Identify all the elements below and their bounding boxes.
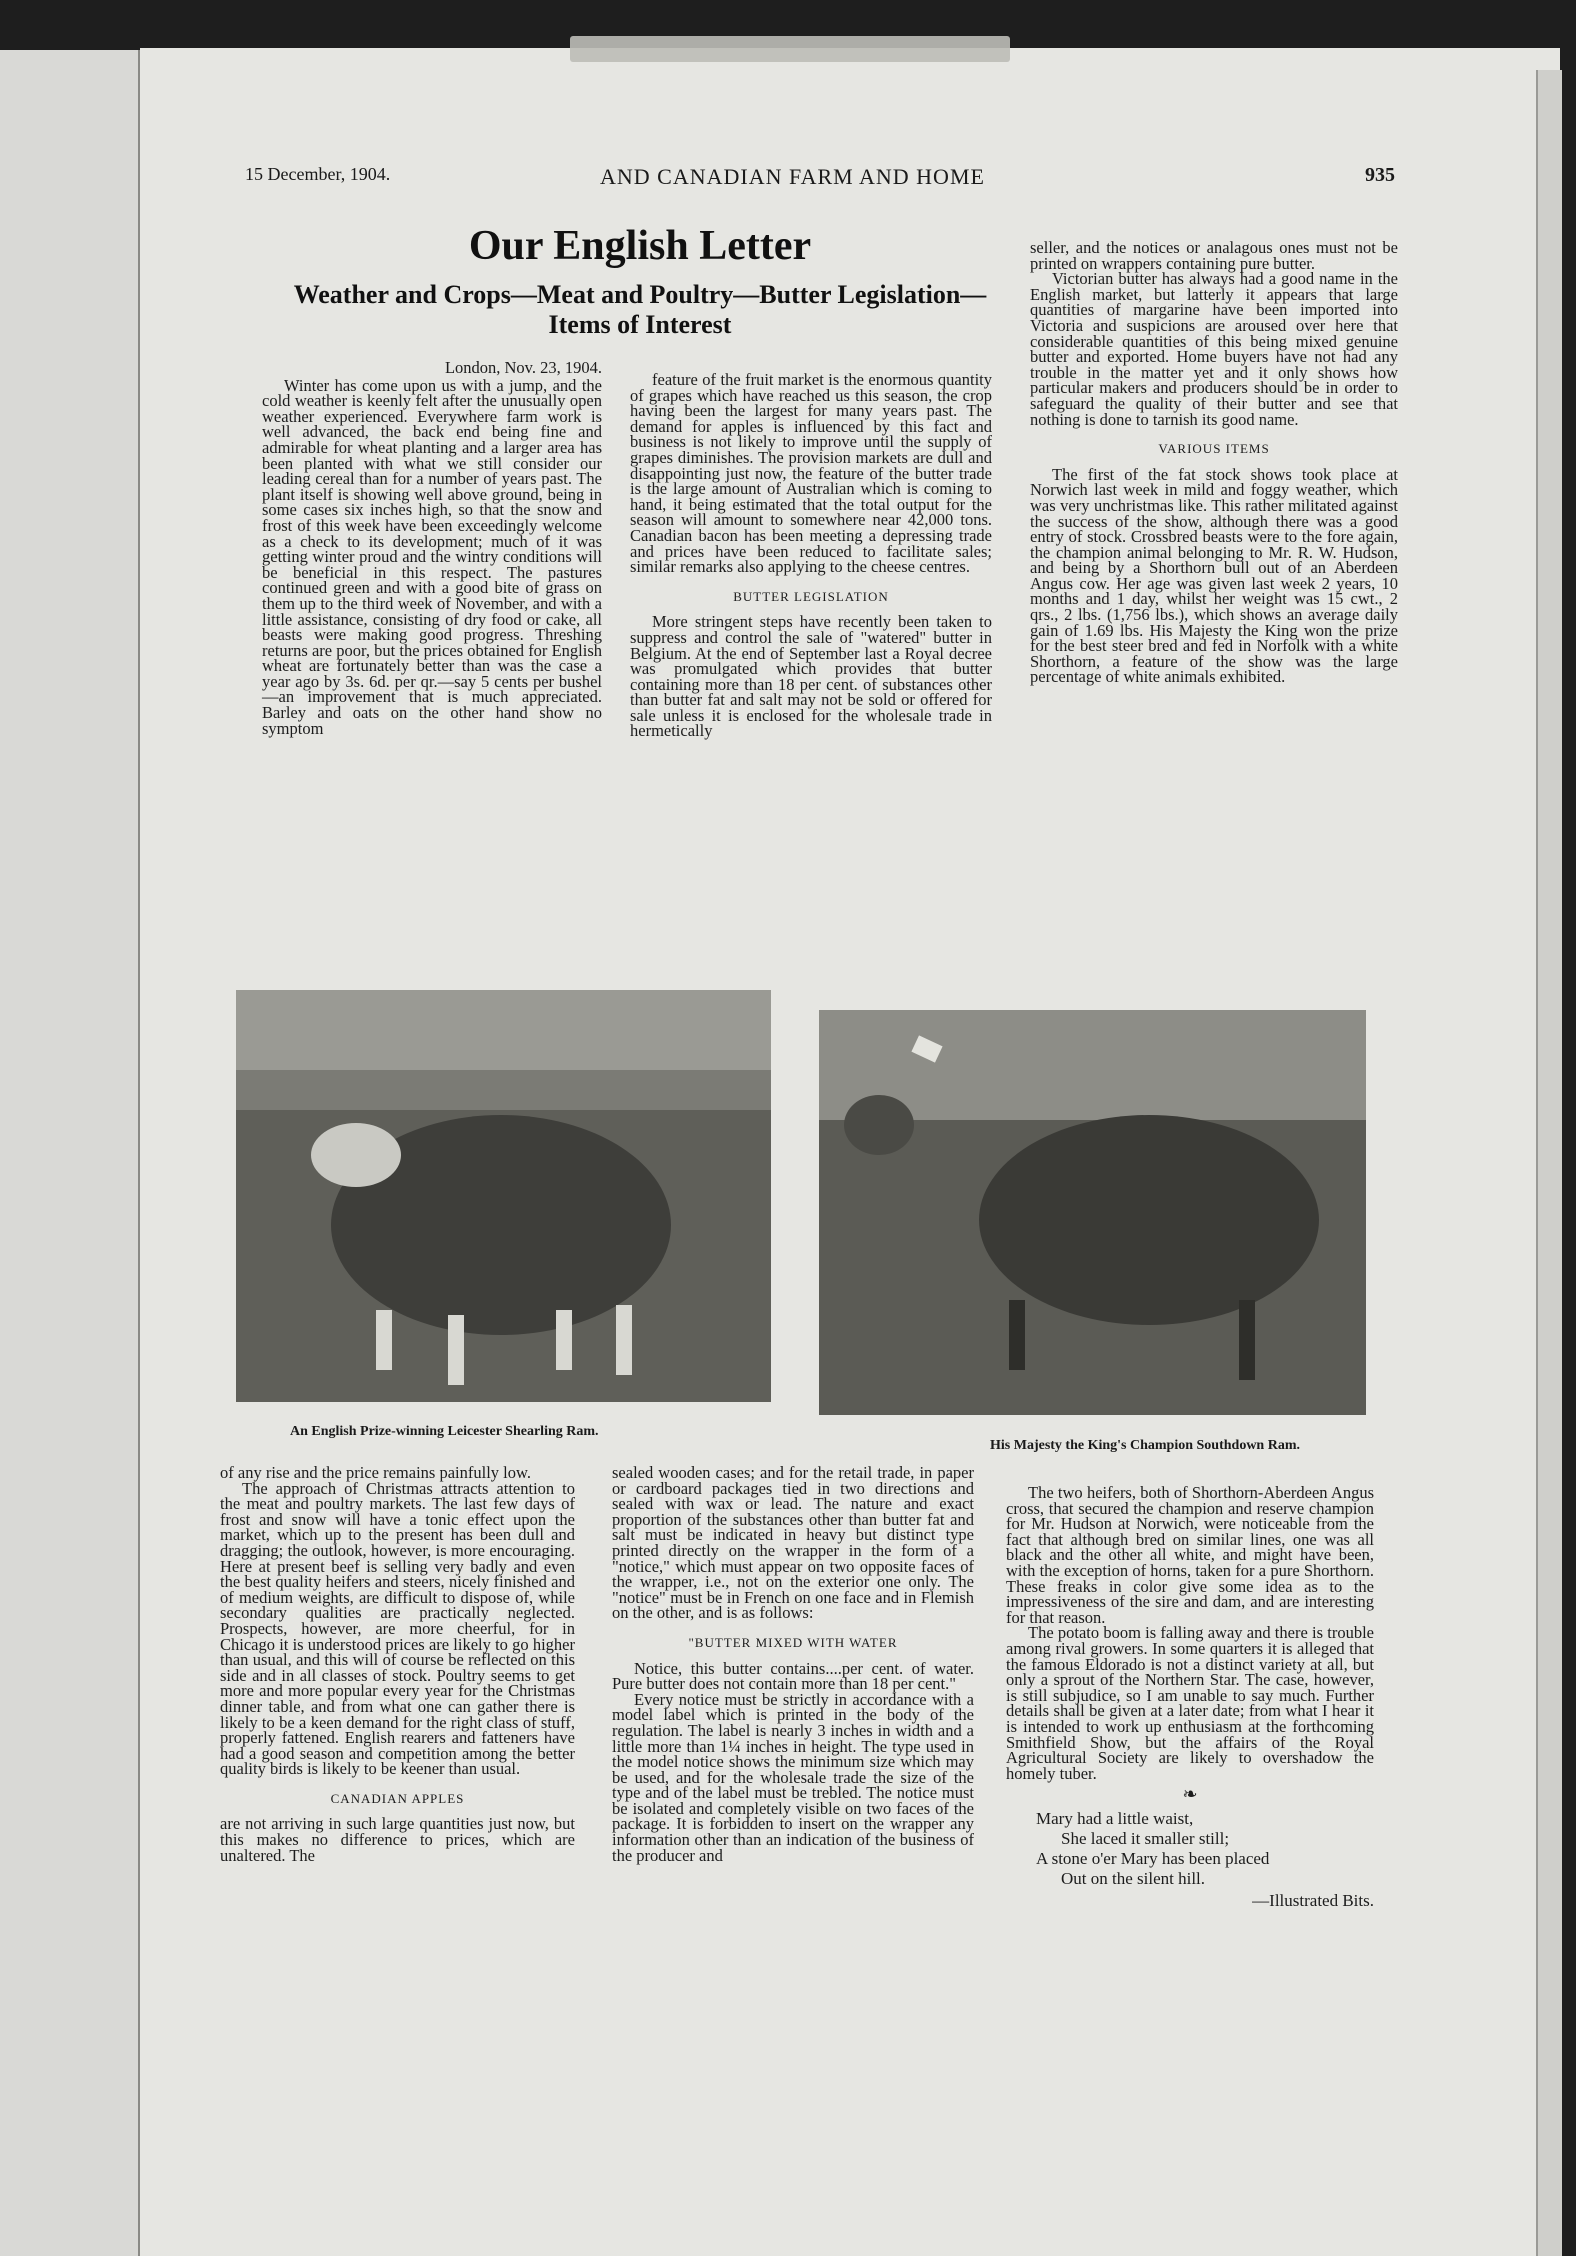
- verse-line: A stone o'er Mary has been placed: [1036, 1848, 1270, 1868]
- lower-column-1: [220, 1465, 575, 1863]
- paragraph: More stringent steps have recently been taken to suppress and control the sale of "watered" butter in Belgium. At the end of September last a Royal decree was promulgated which provides that butter containing more than 18 per cent. of substances other than butter fat and salt may not be sold or offered for sale unless it is enclosed for the wholesale trade in hermetically: [630, 612, 992, 741]
- ornament-icon: ❧: [1182, 1784, 1198, 1805]
- paragraph: The potato boom is falling away and there is trouble among rival growers. In some quarters it is alleged that the famous Eldorado is not a distinct variety at all, but only a sprout of the Northern Star. The case, however, is still subjudice, so I am unable to say much. Further details shall be given at a later date; from what I hear it is intended to work up enthusiasm at the forthcoming Smithfield Show, but the affairs of the Royal Agricultural Society are likely to overshadow the homely tuber.: [1006, 1623, 1374, 1783]
- header-page-number: 935: [1365, 164, 1395, 186]
- paragraph: feature of the fruit market is the enormous quantity of grapes which have reached us this season, the crop having been the largest for many years past. The demand for apples is influenced by this fact and business is not likely to improve until the supply of grapes diminishes. The provision markets are dull and disappointing just now, the feature of the butter trade is the large amount of Australian which is coming to hand, it being estimated that the total output for the season will amount to somewhere near 42,000 tons. Canadian bacon has been meeting a depressing trade and prices have been reduced to facilitate sales; similar remarks also applying to the cheese centres.: [630, 370, 992, 577]
- header-date: 15 December, 1904.: [245, 164, 391, 184]
- subtitle-line-2: Items of Interest: [548, 310, 732, 339]
- upper-column-2: [630, 372, 992, 739]
- paragraph: Notice, this butter contains....per cent. of water. Pure butter does not contain more than 18 per cent.": [612, 1658, 974, 1694]
- paragraph: seller, and the notices or analagous ones must not be printed on wrappers containing pure butter.: [1030, 238, 1398, 273]
- section-heading-butter-legislation: BUTTER LEGISLATION: [733, 588, 889, 604]
- verse-source: —Illustrated Bits.: [1252, 1890, 1374, 1910]
- subtitle-line-1: Weather and Crops—Meat and Poultry—Butter Legislation—: [293, 280, 987, 309]
- verse-line: She laced it smaller still;: [1061, 1828, 1230, 1848]
- notice-heading: "BUTTER MIXED WITH WATER: [688, 1634, 898, 1650]
- southdown-ram-image: [819, 1010, 1366, 1415]
- section-heading-canadian-apples: CANADIAN APPLES: [330, 1790, 465, 1806]
- header-publication: AND CANADIAN FARM AND HOME: [600, 164, 985, 189]
- caption-southdown-ram: His Majesty the King's Champion Southdown Ram.: [990, 1438, 1300, 1453]
- tape-strip: [570, 36, 1010, 62]
- paragraph: Victorian butter has always had a good name in the English market, but latterly it appears that large quantities of margarine have been imported into Victoria and suspicions are aroused over here that considerable quantities of this being mixed genuine butter and exported. Home buyers have not had any trouble in the matter yet and it only shows how particular makers and producers should be in order to safeguard the quality of their butter and see that nothing is done to tarnish its good name.: [1030, 269, 1398, 429]
- verse-line: Mary had a little waist,: [1036, 1808, 1194, 1828]
- dateline: London, Nov. 23, 1904.: [444, 358, 602, 377]
- paragraph: Winter has come upon us with a jump, and the cold weather is keenly felt after the unusually open weather experienced. Everywhere farm work is well advanced, the back end being fine and admirable for wheat planting and a larger area has been planted with what we still consider our leading cereal than for a number of years past. The plant itself is showing well above ground, being in some cases six inches high, so that the snow and frost of this week have been exceedingly welcome as a check to its development; much of it was getting winter proud and the wintry conditions will be beneficial in this respect. The pastures continued green and with a good bite of grass on them up to the third week of November, and with a little assistance, consisting of dry food or cake, all beasts were making good progress. Threshing returns are poor, but the prices obtained for English wheat are fortunately better than was the case a year ago by 3s. 6d. per qr.—say 5 cents per bushel—an improvement that is much appreciated. Barley and oats on the other hand show no symptom: [262, 375, 602, 738]
- verse-line: Out on the silent hill.: [1061, 1868, 1206, 1888]
- article-subtitle: [240, 280, 1040, 340]
- section-heading-various-items: VARIOUS ITEMS: [1158, 441, 1270, 457]
- paragraph: sealed wooden cases; and for the retail trade, in paper or cardboard packages tied in two directions and sealed with wax or lead. The nature and exact proportion of the substances other than butter fat and salt must be indicated in heavy but distinct type printed directly on the wrapper in the form of a "notice," which must appear on two opposite faces of the wrapper, i.e., not on the exterior one only. The "notice" must be in French on one face and in Flemish on the other, and is as follows:: [612, 1463, 974, 1623]
- southdown-ram-photo: [819, 1010, 1366, 1415]
- upper-column-3: [1030, 240, 1398, 685]
- leicester-ram-image: [236, 990, 771, 1402]
- paragraph: The approach of Christmas attracts attention to the meat and poultry markets. The last few days of frost and snow will have a tonic effect upon the market, which up to the present has been dull and dragging; the outlook, however, is more encouraging. Here at present beef is selling very badly and even the best quality heifers and steers, nicely finished and of medium weights, are difficult to dispose of, while secondary qualities are practically neglected. Prospects, however, are more cheerful, for in Chicago it is understood prices are likely to go higher than usual, and this will of course be reflected on this side and in all classes of stock. Poultry seems to get more and more popular every year for the Christmas dinner table, and from what one can gather there is likely to be a keen demand for the right class of stuff, properly fattened. English rearers and fatteners have had a good season and competition among the better quality birds is likely to be keener than usual.: [220, 1478, 575, 1779]
- paragraph: The two heifers, both of Shorthorn-Aberdeen Angus cross, that secured the champion and reserve champion for Mr. Hudson at Norwich, were noticeable from the fact that although bred on similar lines, one was all black and the other all white, and might have been, with the exception of horns, taken for a pure Shorthorn. These freaks in color give some idea as to the impressiveness of the sire and dam, and are interesting for that reason.: [1006, 1483, 1374, 1627]
- leicester-ram-photo: [236, 990, 771, 1402]
- paragraph: Every notice must be strictly in accordance with a model label which is printed in the body of the regulation. The label is nearly 3 inches in width and a little more than 1¼ inches in height. The type used in the model notice shows the minimum size which may be used, and for the wholesale trade the size of the type and of the label must be trebled. The notice must be isolated and completely visible on two faces of the package. It is forbidden to insert on the wrapper any information other than an indication of the business of the producer and: [612, 1689, 974, 1865]
- paragraph: of any rise and the price remains painfully low.: [220, 1463, 531, 1482]
- paragraph: The first of the fat stock shows took place at Norwich last week in mild and foggy weather, which was very unchristmas like. This rather militated against the success of the show, although there was a good entry of stock. Crossbred beasts were to the fore again, the champion animal belonging to Mr. R. W. Hudson, and being by a Shorthorn bull out of an Aberdeen Angus cow. Her age was given last week 2 years, 10 months and 1 day, whilst her weight was 15 cwt., 2 qrs., 2 lbs. (1,756 lbs.), which shows an average daily gain of 1.69 lbs. His Majesty the King won the prize for the best steer bred and fed in Norfolk with a white Shorthorn, a feature of the show was the large percentage of white animals exhibited.: [1030, 464, 1398, 687]
- article-title: Our English Letter: [468, 223, 812, 269]
- paragraph: are not arriving in such large quantities just now, but this makes no difference to prices, which are unaltered. The: [220, 1814, 575, 1865]
- upper-column-1: [262, 360, 602, 736]
- next-page-edge: [1536, 70, 1562, 2256]
- lower-column-3: [1006, 1485, 1374, 1908]
- previous-page-edge: [0, 50, 141, 2256]
- lower-column-2: [612, 1465, 974, 1863]
- caption-leicester-ram: An English Prize-winning Leicester Shearling Ram.: [290, 1424, 599, 1439]
